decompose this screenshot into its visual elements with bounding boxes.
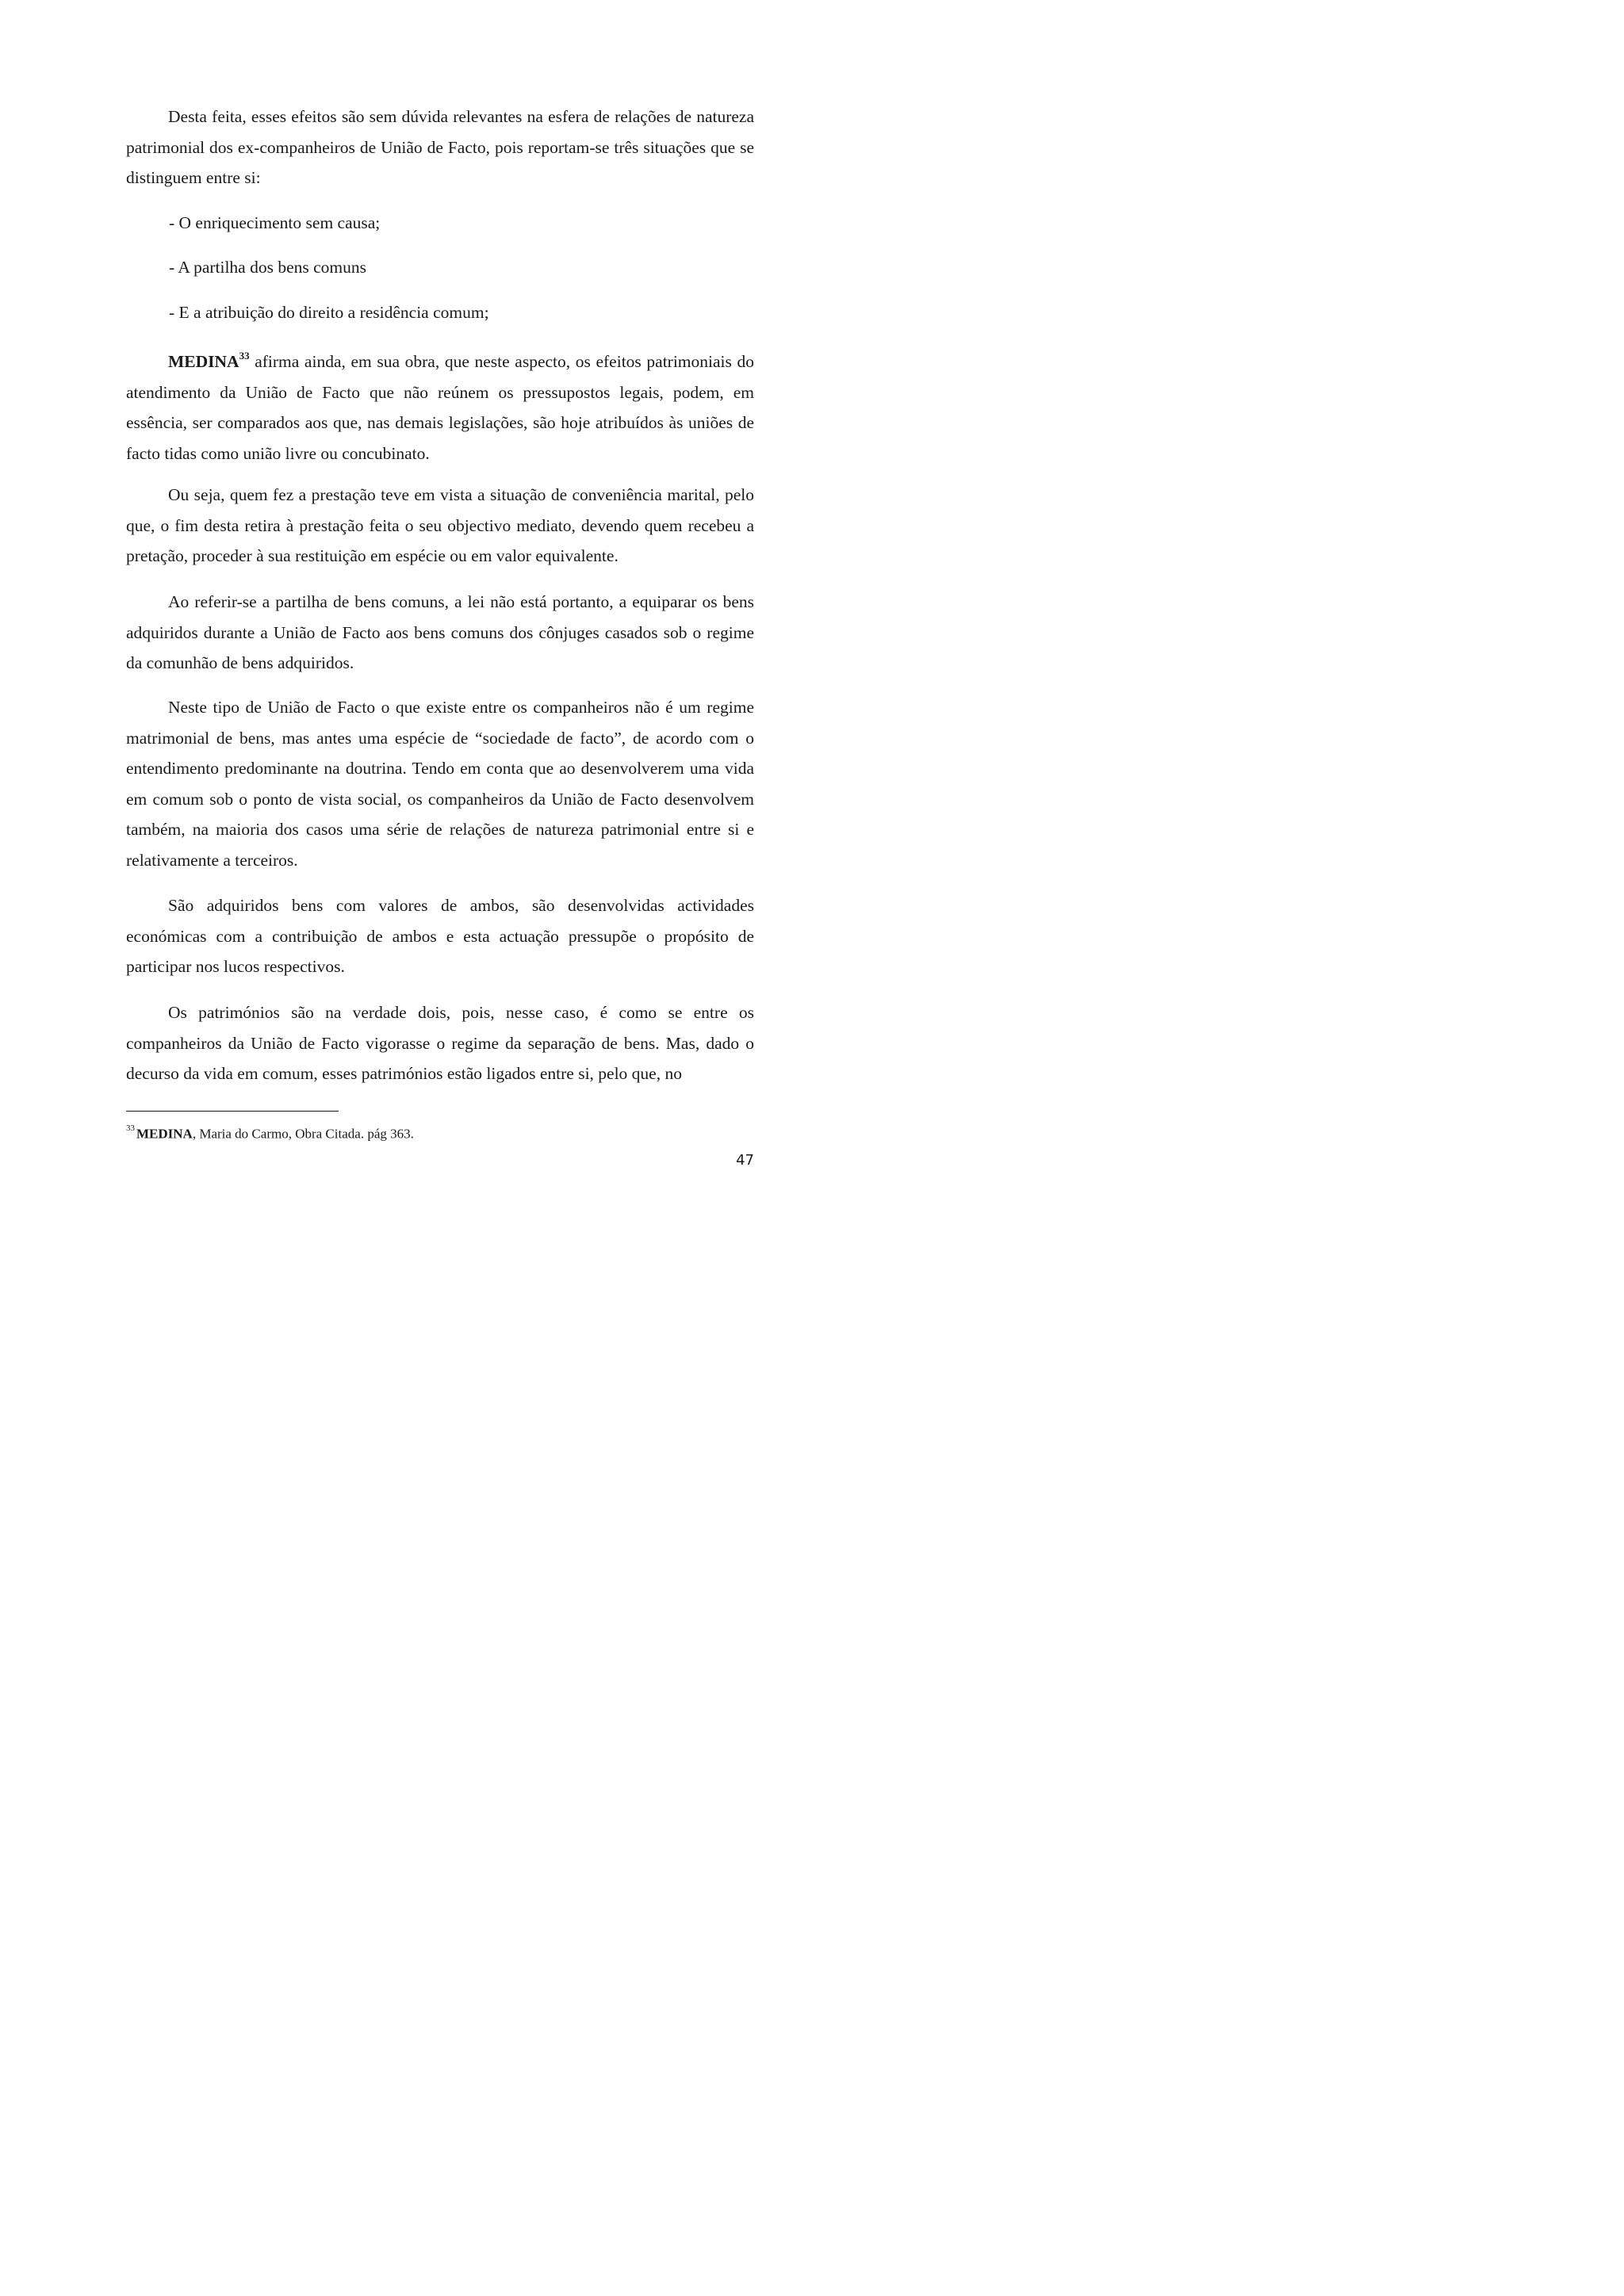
list-item-enriquecimento: - O enriquecimento sem causa; xyxy=(169,213,381,232)
paragraph-medina-text: afirma ainda, em sua obra, que neste aspecto, os efeitos patrimoniais do atendimento da União de Facto que não reúnem os pressupostos legais, podem, em essência, ser comparados aos que, nas demais legislações, são hoje atribuídos às uniões de facto tidas como união livre ou concubinato. xyxy=(126,352,754,463)
footnote xyxy=(126,1121,414,1144)
footnote-separator xyxy=(126,1111,339,1112)
document-page xyxy=(0,0,872,1234)
paragraph-prestacao: Ou seja, quem fez a prestação teve em vista a situação de conveniência marital, pelo que, o fim desta retira à prestação feita o seu objectivo mediato, devendo quem recebeu a pretação, proceder à sua restituição em espécie ou em valor equivalente. xyxy=(126,485,754,565)
paragraph-medina xyxy=(126,342,754,469)
list-item-residencia: - E a atribuição do direito a residência comum; xyxy=(169,303,489,322)
paragraph-patrimonios: Os patrimónios são na verdade dois, pois, nesse caso, é como se entre os companheiros da União de Facto vigorasse o regime da separação de bens. Mas, dado o decurso da vida em comum, esses patrimónios estão ligados entre si, pelo que, no xyxy=(126,1003,754,1083)
paragraph-bens-adquiridos: São adquiridos bens com valores de ambos, são desenvolvidas actividades económicas com a contribuição de ambos e esta actuação pressupõe o propósito de participar nos lucos respectivos. xyxy=(126,896,754,976)
footnote-author: MEDINA xyxy=(136,1126,193,1142)
footnote-text: , Maria do Carmo, Obra Citada. pág 363. xyxy=(192,1126,414,1142)
paragraph-partilha: Ao referir-se a partilha de bens comuns, a lei não está portanto, a equiparar os bens adquiridos durante a União de Facto aos bens comuns dos cônjuges casados sob o regime da comunhão de bens adquiridos. xyxy=(126,592,754,672)
paragraph-sociedade-de-facto: Neste tipo de União de Facto o que existe entre os companheiros não é um regime matrimonial de bens, mas antes uma espécie de “sociedade de facto”, de acordo com o entendimento predominante na doutrina. Tendo em conta que ao desenvolverem uma vida em comum sob o ponto de vista social, os companheiros da União de Facto desenvolvem também, na maioria dos casos uma série de relações de natureza patrimonial entre si e relativamente a terceiros. xyxy=(126,698,754,870)
list-item-partilha: - A partilha dos bens comuns xyxy=(169,258,367,277)
paragraph-intro: Desta feita, esses efeitos são sem dúvida relevantes na esfera de relações de natureza patrimonial dos ex-companheiros de União de Facto, pois reportam-se três situações que se distinguem entre si: xyxy=(126,107,754,187)
page-number: 47 xyxy=(736,1152,754,1169)
footnote-number: 33 xyxy=(126,1123,135,1133)
footnote-reference: 33 xyxy=(239,350,250,362)
author-name: MEDINA xyxy=(168,352,239,372)
